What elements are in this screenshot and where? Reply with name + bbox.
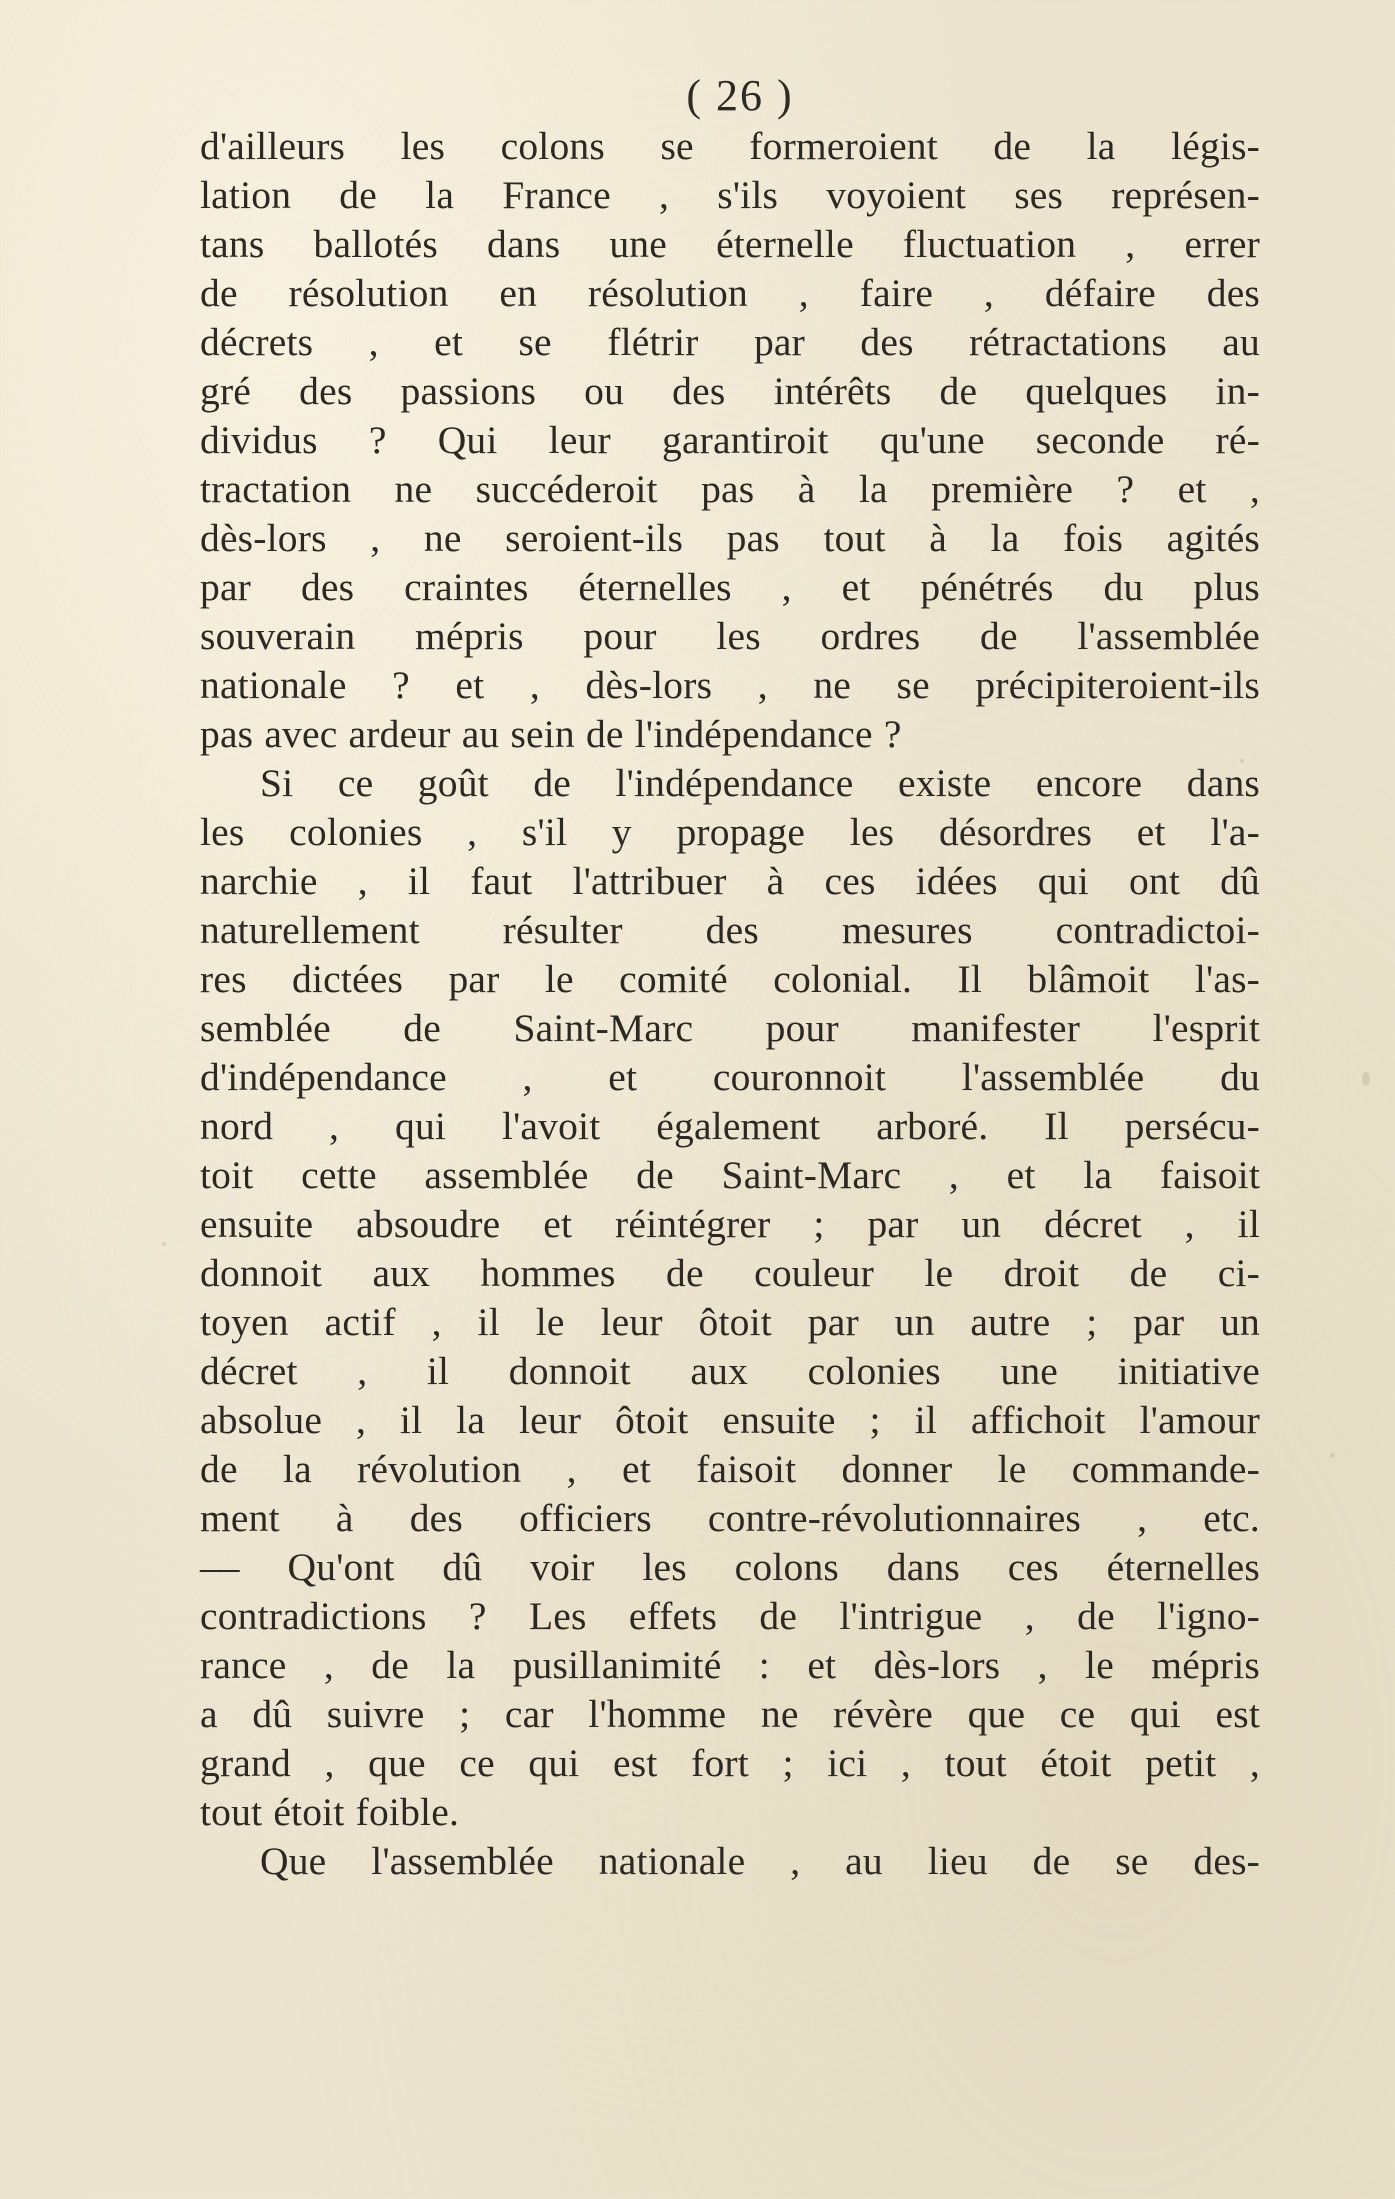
paragraph-end-line: pas avec ardeur au sein de l'indépendance ? [200,712,902,756]
text-line: gré des passions ou des intérêts de quelques in- [200,369,1260,413]
body-text [200,122,1260,1886]
text-line: toit cette assemblée de Saint-Marc , et la faisoit [200,1153,1260,1197]
text-line: rance , de la pusillanimité : et dès-lors , le mépris [200,1643,1260,1687]
text-line: naturellement résulter des mesures contradictoi- [200,908,1260,952]
text-line: semblée de Saint-Marc pour manifester l'esprit [200,1006,1260,1050]
text-line: res dictées par le comité colonial. Il blâmoit l'as- [200,957,1260,1001]
text-line: a dû suivre ; car l'homme ne révère que ce qui est [200,1692,1260,1736]
text-line: décrets , et se flétrir par des rétractations au [200,320,1260,364]
text-line: contradictions ? Les effets de l'intrigue , de l'igno- [200,1594,1260,1638]
text-line: de la révolution , et faisoit donner le commande- [200,1447,1260,1491]
text-line: d'ailleurs les colons se formeroient de la légis- [200,124,1260,168]
paper-spot [1362,1072,1370,1086]
text-line: décret , il donnoit aux colonies une initiative [200,1349,1260,1393]
paragraph-start-line: Que l'assemblée nationale , au lieu de se des- [260,1839,1260,1883]
text-line: donnoit aux hommes de couleur le droit de ci- [200,1251,1260,1295]
text-line: grand , que ce qui est fort ; ici , tout étoit petit , [200,1741,1260,1785]
text-line: narchie , il faut l'attribuer à ces idées qui ont dû [200,859,1260,903]
text-line: ensuite absoudre et réintégrer ; par un décret , il [200,1202,1260,1246]
text-line: nord , qui l'avoit également arboré. Il persécu- [200,1104,1260,1148]
text-line: tractation ne succéderoit pas à la première ? et , [200,467,1260,511]
paragraph-end-line: tout étoit foible. [200,1790,460,1834]
text-line: toyen actif , il le leur ôtoit par un autre ; par un [200,1300,1260,1344]
text-line: les colonies , s'il y propage les désordres et l'a- [200,810,1260,854]
text-line: ment à des officiers contre-révolutionnaires , etc. [200,1496,1260,1540]
text-line: — Qu'ont dû voir les colons dans ces éternelles [200,1545,1260,1589]
paper-spot [1330,1453,1335,1458]
text-line: d'indépendance , et couronnoit l'assemblée du [200,1055,1260,1099]
text-line: absolue , il la leur ôtoit ensuite ; il affichoit l'amour [200,1398,1260,1442]
paragraph-start-line: Si ce goût de l'indépendance existe encore dans [260,761,1260,805]
text-line: dividus ? Qui leur garantiroit qu'une seconde ré- [200,418,1260,462]
text-line: tans ballotés dans une éternelle fluctuation , errer [200,222,1260,266]
page-number: ( 26 ) [686,71,794,120]
text-line: nationale ? et , dès-lors , ne se précipiteroient-ils [200,663,1260,707]
text-line: dès-lors , ne seroient-ils pas tout à la fois agités [200,516,1260,560]
text-line: souverain mépris pour les ordres de l'assemblée [200,614,1260,658]
paper-spot [162,1242,166,1246]
text-line: par des craintes éternelles , et pénétrés du plus [200,565,1260,609]
text-line: lation de la France , s'ils voyoient ses représen- [200,173,1260,217]
text-line: de résolution en résolution , faire , défaire des [200,271,1260,315]
